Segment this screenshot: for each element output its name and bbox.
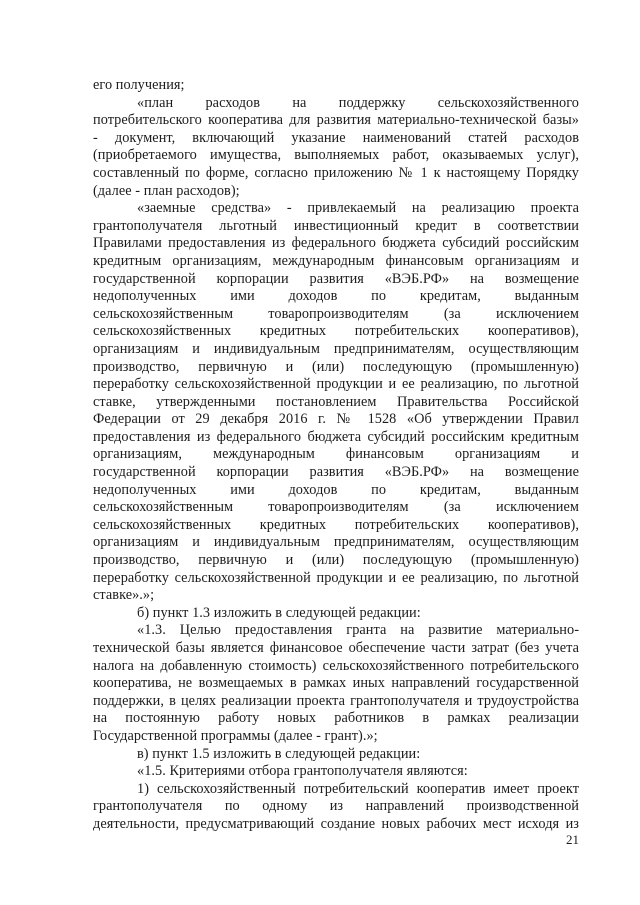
paragraph-clause-1-5 [93,763,579,781]
text-line: организациям, международным финансовым организациям и [93,446,579,463]
text-line: деятельности, предусматривающий создание новых рабочих мест исходя из [93,815,579,832]
text-line: его получения; [93,77,185,93]
text-line: Правилами предоставления из федерального бюджета субсидий российским [93,235,579,252]
text-line: «заемные средства» - привлекаемый на реализацию проекта [137,200,579,217]
text-line: кредитным организациям, международным финансовым организациям и [93,252,579,269]
text-line: предоставления из федерального бюджета субсидий российским кредитным [93,428,579,445]
text-line: сельскохозяйственных кредитных потребительских кооперативов), [93,323,579,340]
text-line: «1.3. Целью предоставления гранта на развитие материально- [137,622,579,639]
paragraph-borrowed-funds [93,200,579,605]
page-number: 21 [566,832,579,847]
document-body [93,77,579,834]
text-line: (далее - план расходов); [93,182,240,199]
text-line: 1) сельскохозяйственный потребительский кооператив имеет проект [137,780,579,797]
text-line: на постоянную работу новых работников в рамках реализации [93,710,579,727]
paragraph-clause-1-3 [93,622,579,745]
text-line: - документ, включающий указание наименований статей расходов [93,129,579,146]
text-line: сельскохозяйственным товаропроизводителям (за исключением [93,305,579,322]
text-line: переработку сельскохозяйственной продукции и ее реализацию, по льготной [93,569,579,586]
text-line: (приобретаемого имущества, выполняемых работ, оказываемых услуг), [93,147,579,164]
text-line: организациям и индивидуальным предпринимателям, осуществляющим [93,534,579,551]
text-line: Федерации от 29 декабря 2016 г. № 1528 «Об утверждении Правил [93,411,579,428]
text-line: сельскохозяйственных кредитных потребительских кооперативов), [93,516,579,533]
text-line: Государственной программы (далее - грант).»; [93,727,378,744]
text-line: организациям и индивидуальным предпринимателям, осуществляющим [93,340,579,357]
text-line: технической базы является финансовое обеспечение части затрат (без учета [93,640,579,656]
text-line: ставке».»; [93,587,155,604]
paragraph-amendment-b [93,605,579,623]
text-line: поддержки, в целях реализации проекта грантополучателя и трудоустройства [93,692,579,709]
text-line: переработку сельскохозяйственной продукции и ее реализацию, по льготной [93,376,579,393]
text-line: ставке, утвержденными постановлением Правительства Российской [93,393,579,410]
text-line: недополученных ими доходов по кредитам, выданным [93,288,579,305]
paragraph-amendment-v [93,746,579,764]
text-line: б) пункт 1.3 изложить в следующей редакции: [137,604,421,621]
text-line: «план расходов на поддержку сельскохозяйственного [137,94,579,111]
text-line: грантополучателя по одному из направлений производственной [93,798,579,815]
text-line: производство, первичную и (или) последующую (промышленную) [93,552,579,569]
text-line: недополученных ими доходов по кредитам, выданным [93,481,579,498]
text-line: производство, первичную и (или) последующую (промышленную) [93,358,579,375]
text-line: составленный по форме, согласно приложению № 1 к настоящему Порядку [93,164,579,181]
text-line: налога на добавленную стоимость) сельскохозяйственного потребительского [93,657,579,674]
text-line: «1.5. Критериями отбора грантополучателя являются: [137,763,468,780]
text-line: кооператива, не возмещаемых в рамках иных направлений государственной [93,675,579,692]
text-line: сельскохозяйственным товаропроизводителям (за исключением [93,499,579,516]
text-line: государственной корпорации развития «ВЭБ.РФ» на возмещение [93,464,579,481]
text-line: грантополучателя льготный инвестиционный кредит в соответствии [93,217,579,234]
paragraph-receipt-end [93,77,579,95]
text-line: потребительского кооператива для развития материально-технической базы» [93,112,579,129]
paragraph-criterion-1 [93,781,579,834]
paragraph-expense-plan [93,95,579,201]
text-line: государственной корпорации развития «ВЭБ.РФ» на возмещение [93,270,579,287]
text-line: в) пункт 1.5 изложить в следующей редакции: [137,745,421,762]
